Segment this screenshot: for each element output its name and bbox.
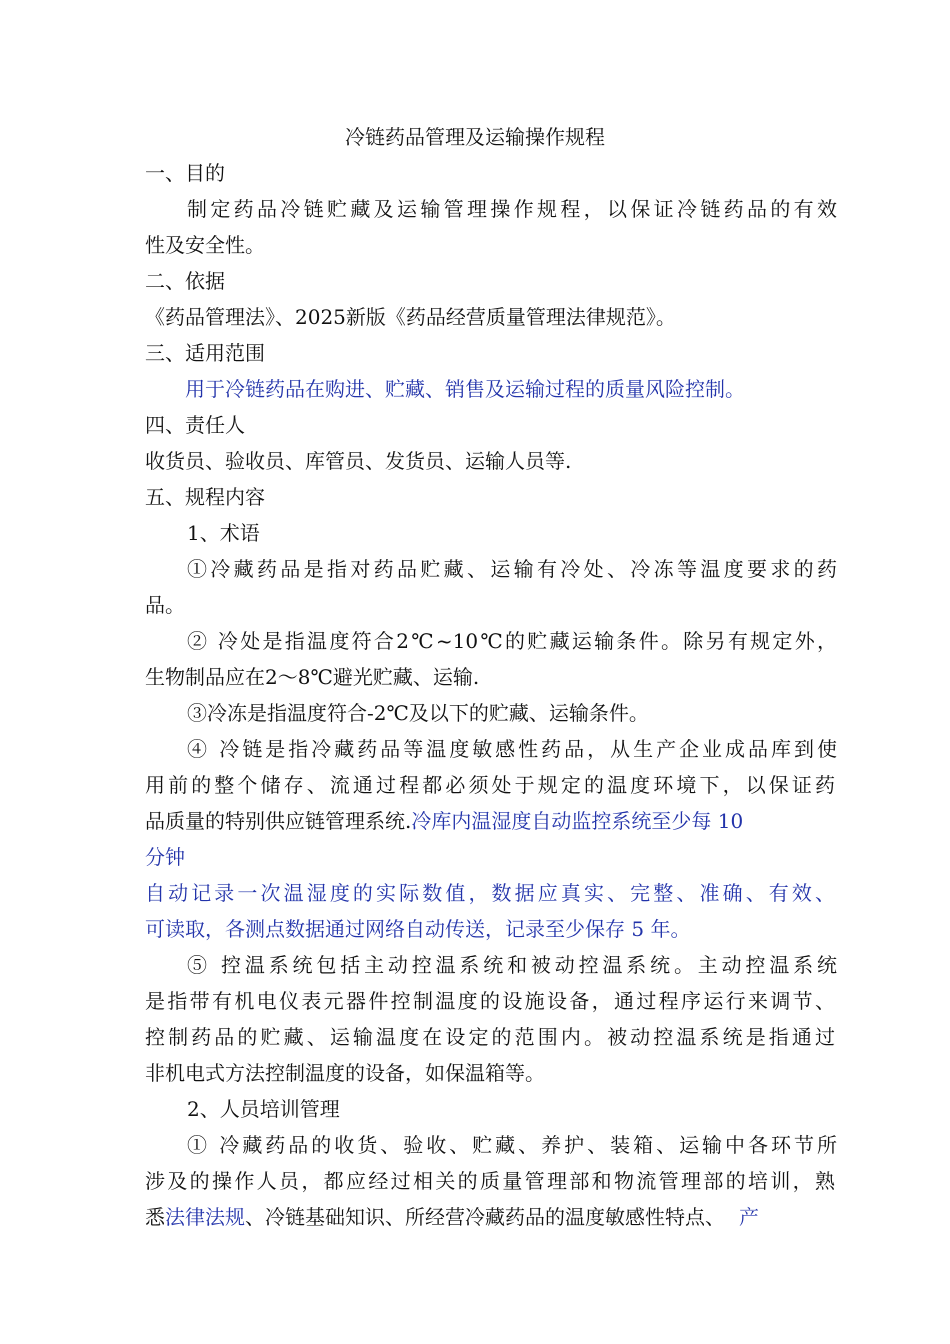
term-4-highlight-line: 可读取，各测点数据通过网络自动传送，记录至少保存 5 年。 <box>145 917 691 941</box>
term-4-highlight: 冷库内温湿度自动监控系统至少每 10 <box>411 809 744 833</box>
term-5-line: 非机电式方法控制温度的设备，如保温箱等。 <box>145 1061 545 1085</box>
term-1-line: ①冷藏药品是指对药品贮藏、运输有冷处、冷冻等温度要求的药 <box>187 557 837 581</box>
training-highlight: 法律法规 <box>165 1205 245 1229</box>
section-1-paragraph-line: 制定药品冷链贮藏及运输管理操作规程，以保证冷链药品的有效 <box>187 197 837 221</box>
training-line: ① 冷藏药品的收货、验收、贮藏、养护、装箱、运输中各环节所 <box>187 1133 837 1157</box>
section-5-heading: 五、规程内容 <box>145 485 265 509</box>
training-line <box>145 1202 835 1232</box>
training-text: 、冷链基础知识、所经营冷藏药品的温度敏感性特点、 <box>245 1205 725 1229</box>
section-1-paragraph-line: 性及安全性。 <box>145 233 265 257</box>
subsection-1-heading: 1、术语 <box>187 521 260 545</box>
term-5-line: ⑤ 控温系统包括主动控温系统和被动控温系统。主动控温系统 <box>187 953 837 977</box>
training-line: 涉及的操作人员，都应经过相关的质量管理部和物流管理部的培训，熟 <box>145 1169 835 1193</box>
term-4-line <box>145 806 835 836</box>
term-4-line: 用前的整个储存、流通过程都必须处于规定的温度环境下，以保证药 <box>145 773 835 797</box>
subsection-2-heading: 2、人员培训管理 <box>187 1097 340 1121</box>
section-4-body: 收货员、验收员、库管员、发货员、运输人员等. <box>145 449 572 473</box>
section-2-heading: 二、依据 <box>145 269 225 293</box>
section-3-body: 用于冷链药品在购进、贮藏、销售及运输过程的质量风险控制。 <box>185 377 745 401</box>
training-text: 悉 <box>145 1205 165 1229</box>
term-5-line: 是指带有机电仪表元器件控制温度的设施设备，通过程序运行来调节、 <box>145 989 835 1013</box>
term-4-text: 品质量的特别供应链管理系统. <box>145 809 412 833</box>
section-1-heading: 一、目的 <box>145 161 225 185</box>
section-2-body: 《药品管理法》、2025新版《药品经营质量管理法律规范》。 <box>145 305 676 329</box>
training-highlight: 产 <box>739 1205 759 1229</box>
term-4-highlight-line: 自动记录一次温湿度的实际数值，数据应真实、完整、准确、有效、 <box>145 881 835 905</box>
term-4-line: ④ 冷链是指冷藏药品等温度敏感性药品，从生产企业成品库到使 <box>187 737 837 761</box>
term-4-highlight-line: 分钟 <box>145 845 185 869</box>
term-5-line: 控制药品的贮藏、运输温度在设定的范围内。被动控温系统是指通过 <box>145 1025 835 1049</box>
section-3-heading: 三、适用范围 <box>145 341 265 365</box>
term-3-line: ③冷冻是指温度符合-2℃及以下的贮藏、运输条件。 <box>187 701 649 725</box>
section-4-heading: 四、责任人 <box>145 413 245 437</box>
doc-title: 冷链药品管理及运输操作规程 <box>345 125 605 149</box>
term-1-line: 品。 <box>145 593 185 617</box>
term-2-line: 生物制品应在2～8℃避光贮藏、运输. <box>145 665 480 689</box>
term-2-line: ② 冷处是指温度符合2℃~10℃的贮藏运输条件。除另有规定外， <box>187 629 837 653</box>
